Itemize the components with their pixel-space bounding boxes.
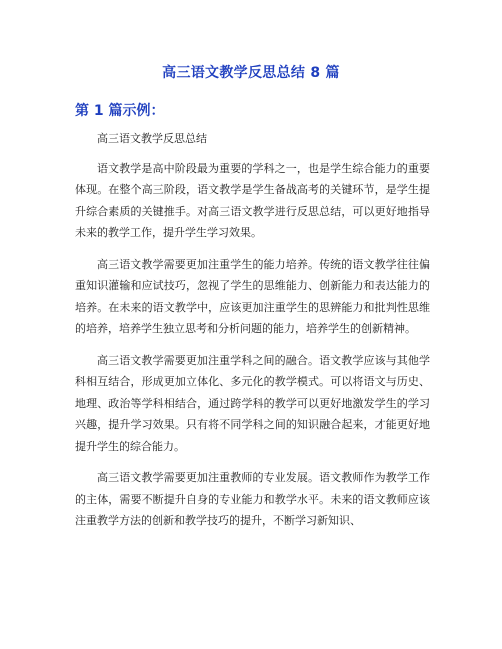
paragraph-4: 高三语文教学需要更加注重教师的专业发展。语文教师作为教学工作的主体，需要不断提升自身的专业能力和教学水平。未来的语文教师应该注重教学方法的创新和教学技巧的提升，不断学习新知识、 xyxy=(75,471,430,527)
section-heading: 第 1 篇示例： xyxy=(75,103,165,119)
paragraph-1: 语文教学是高中阶段最为重要的学科之一，也是学生综合能力的重要体现。在整个高三阶段，语文教学是学生备战高考的关键环节，是学生提升综合素质的关键推手。对高三语文教学进行反思总结，可以更好地指导未来的教学工作，提升学生学习效果。 xyxy=(75,161,430,239)
document-title: 高三语文教学反思总结 8 篇 xyxy=(162,65,340,81)
paragraph-3: 高三语文教学需要更加注重学科之间的融合。语文教学应该与其他学科相互结合，形成更加立体化、多元化的教学模式。可以将语文与历史、地理、政治等学科相结合，通过跨学科的教学可以更好地激发学生的学习兴趣，提升学习效果。只有将不同学科之间的知识融合起来，才能更好地提升学生的综合能力。 xyxy=(75,353,430,453)
paragraph-2: 高三语文教学需要更加注重学生的能力培养。传统的语文教学往往偏重知识灌输和应试技巧，忽视了学生的思维能力、创新能力和表达能力的培养。在未来的语文教学中，应该更加注重学生的思辨能力和批判性思维的培养，培养学生独立思考和分析问题的能力，培养学生的创新精神。 xyxy=(75,257,430,335)
article-subtitle: 高三语文教学反思总结 xyxy=(97,132,207,145)
document-body xyxy=(75,128,430,542)
